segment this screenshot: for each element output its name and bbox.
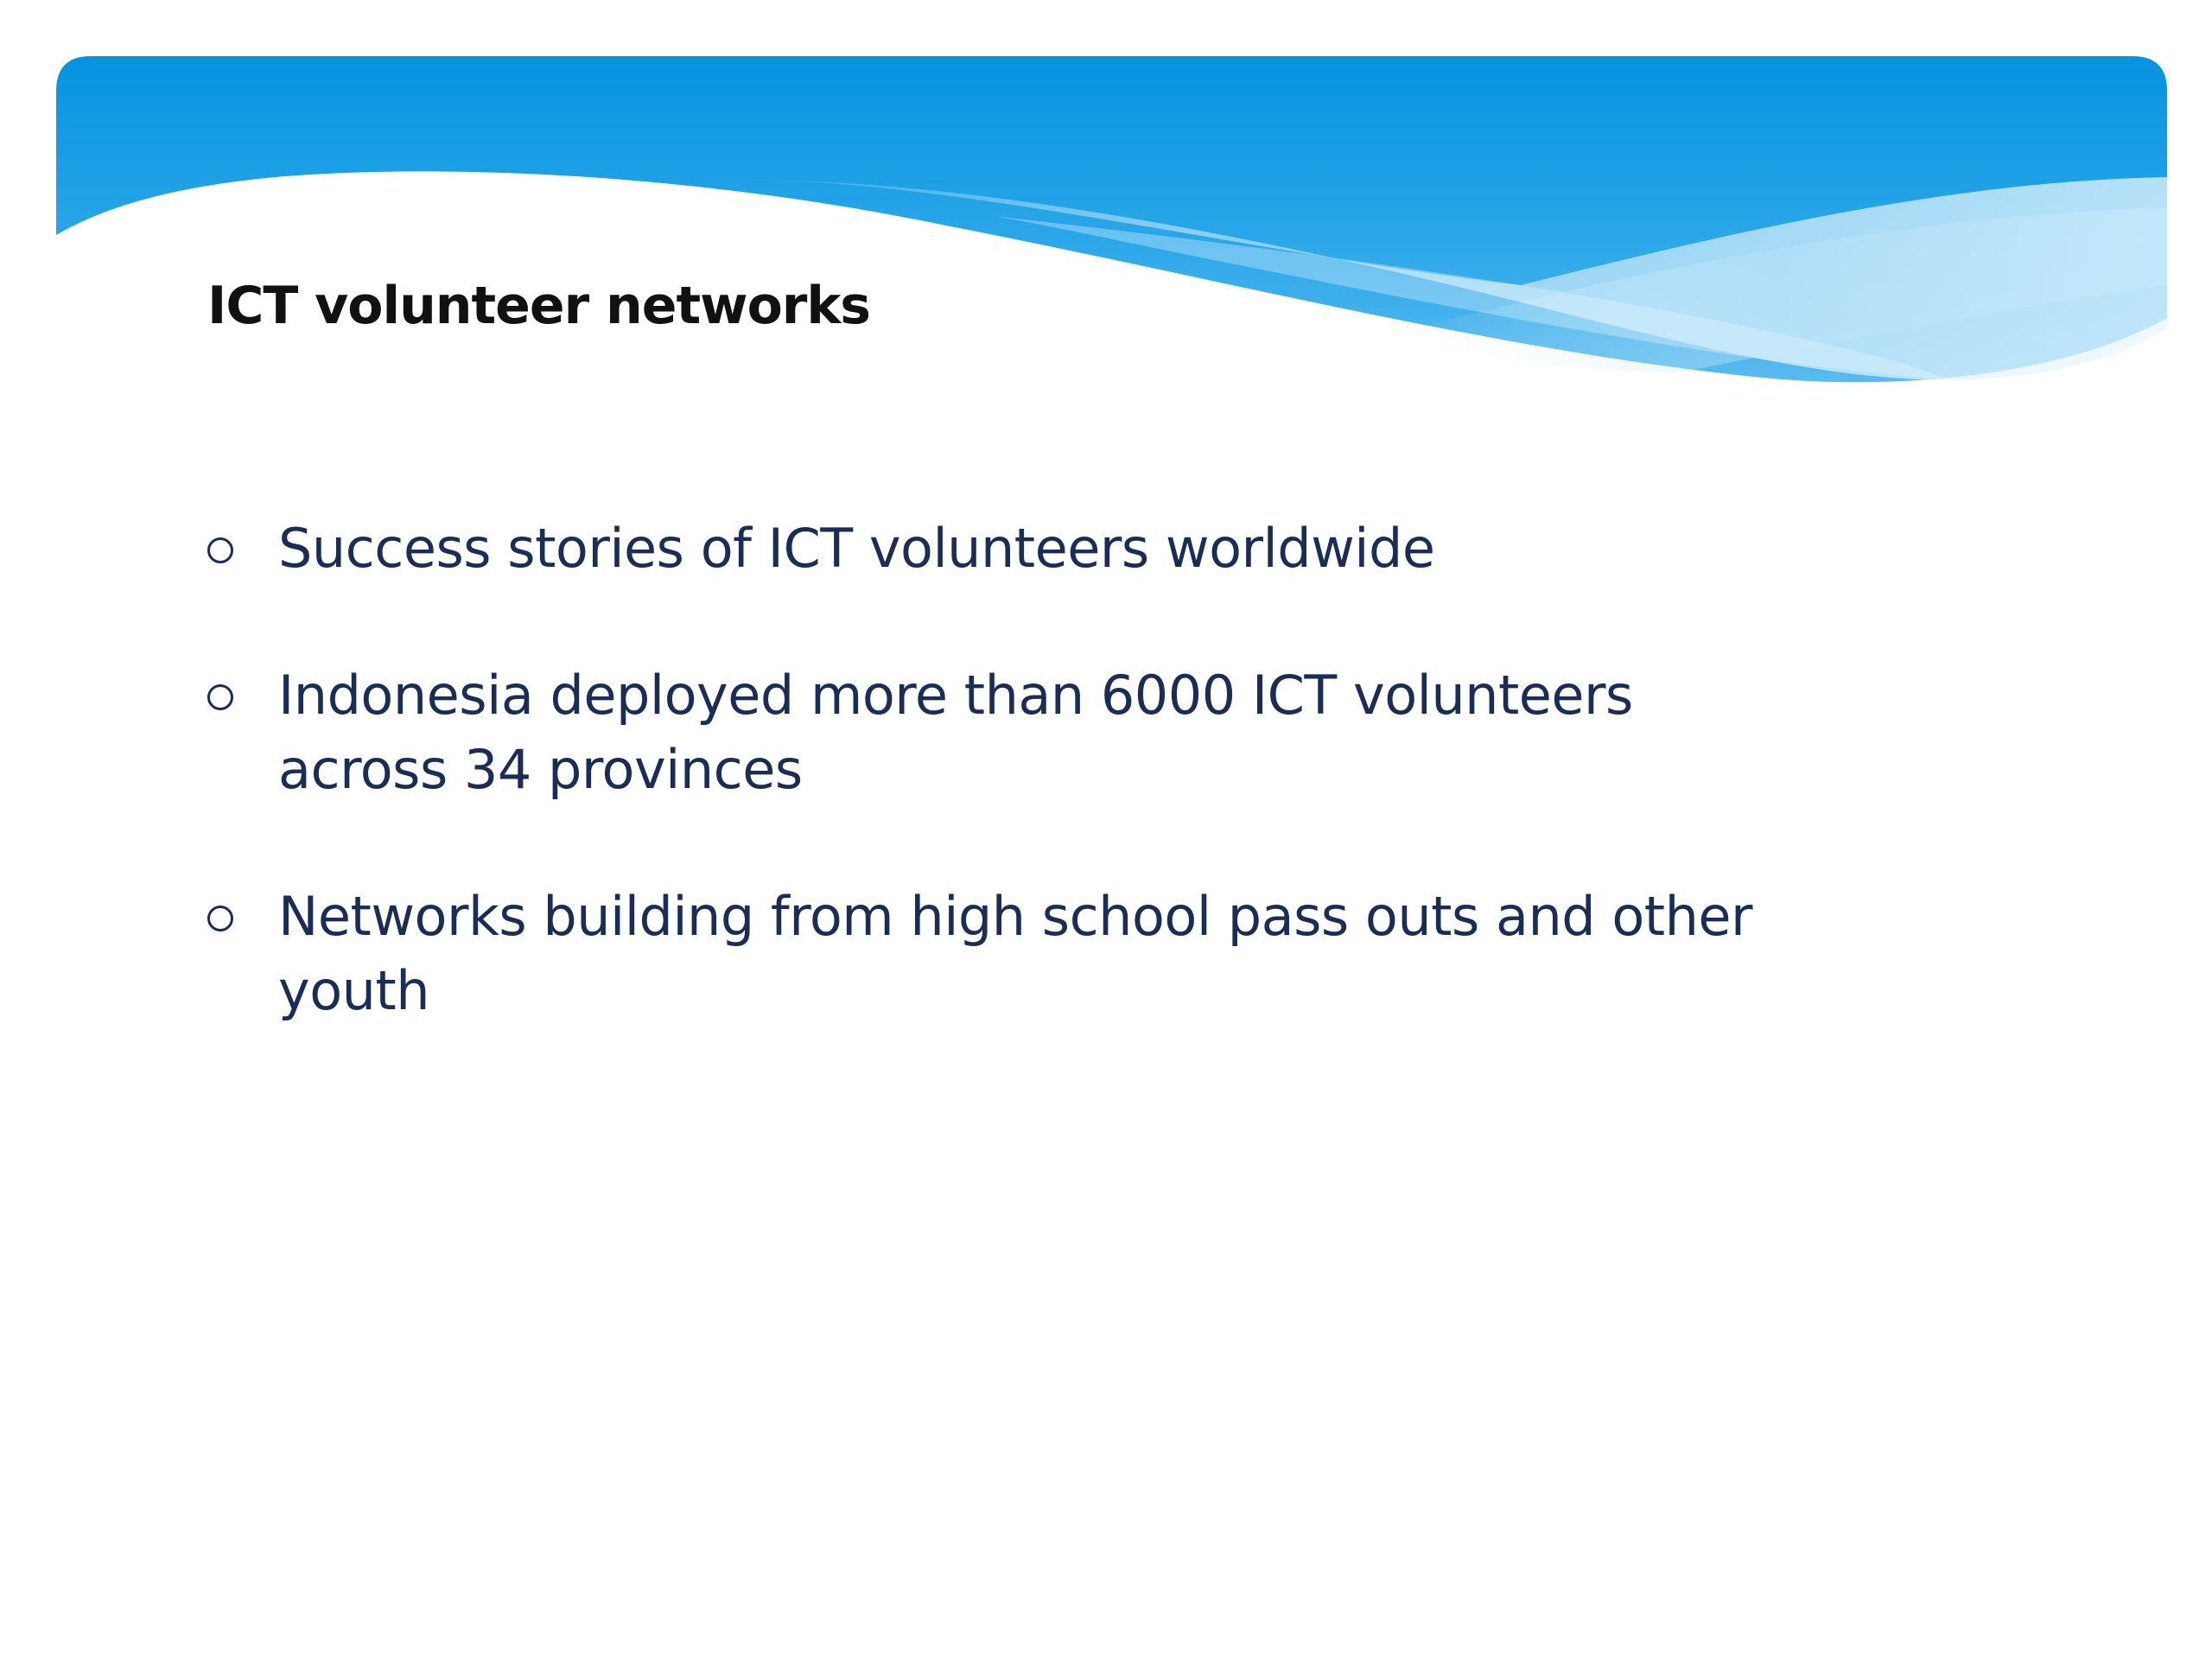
hollow-circle-bullet-icon <box>207 906 233 931</box>
bullet-text: Success stories of ICT volunteers worldwide <box>278 517 1435 580</box>
hollow-circle-bullet-icon <box>207 537 233 563</box>
bullet-text: Networks building from high school pass outs and other youth <box>278 885 1753 1022</box>
hollow-circle-bullet-icon <box>207 684 233 710</box>
list-item <box>207 880 1815 1028</box>
list-item <box>207 658 1815 807</box>
bullet-list <box>207 512 1815 1101</box>
list-item <box>207 512 1815 586</box>
bullet-text: Indonesia deployed more than 6000 ICT volunteers across 34 provinces <box>278 664 1633 801</box>
header-wave-banner <box>0 0 2212 397</box>
slide-title: ICT volunteer networks <box>207 276 870 336</box>
